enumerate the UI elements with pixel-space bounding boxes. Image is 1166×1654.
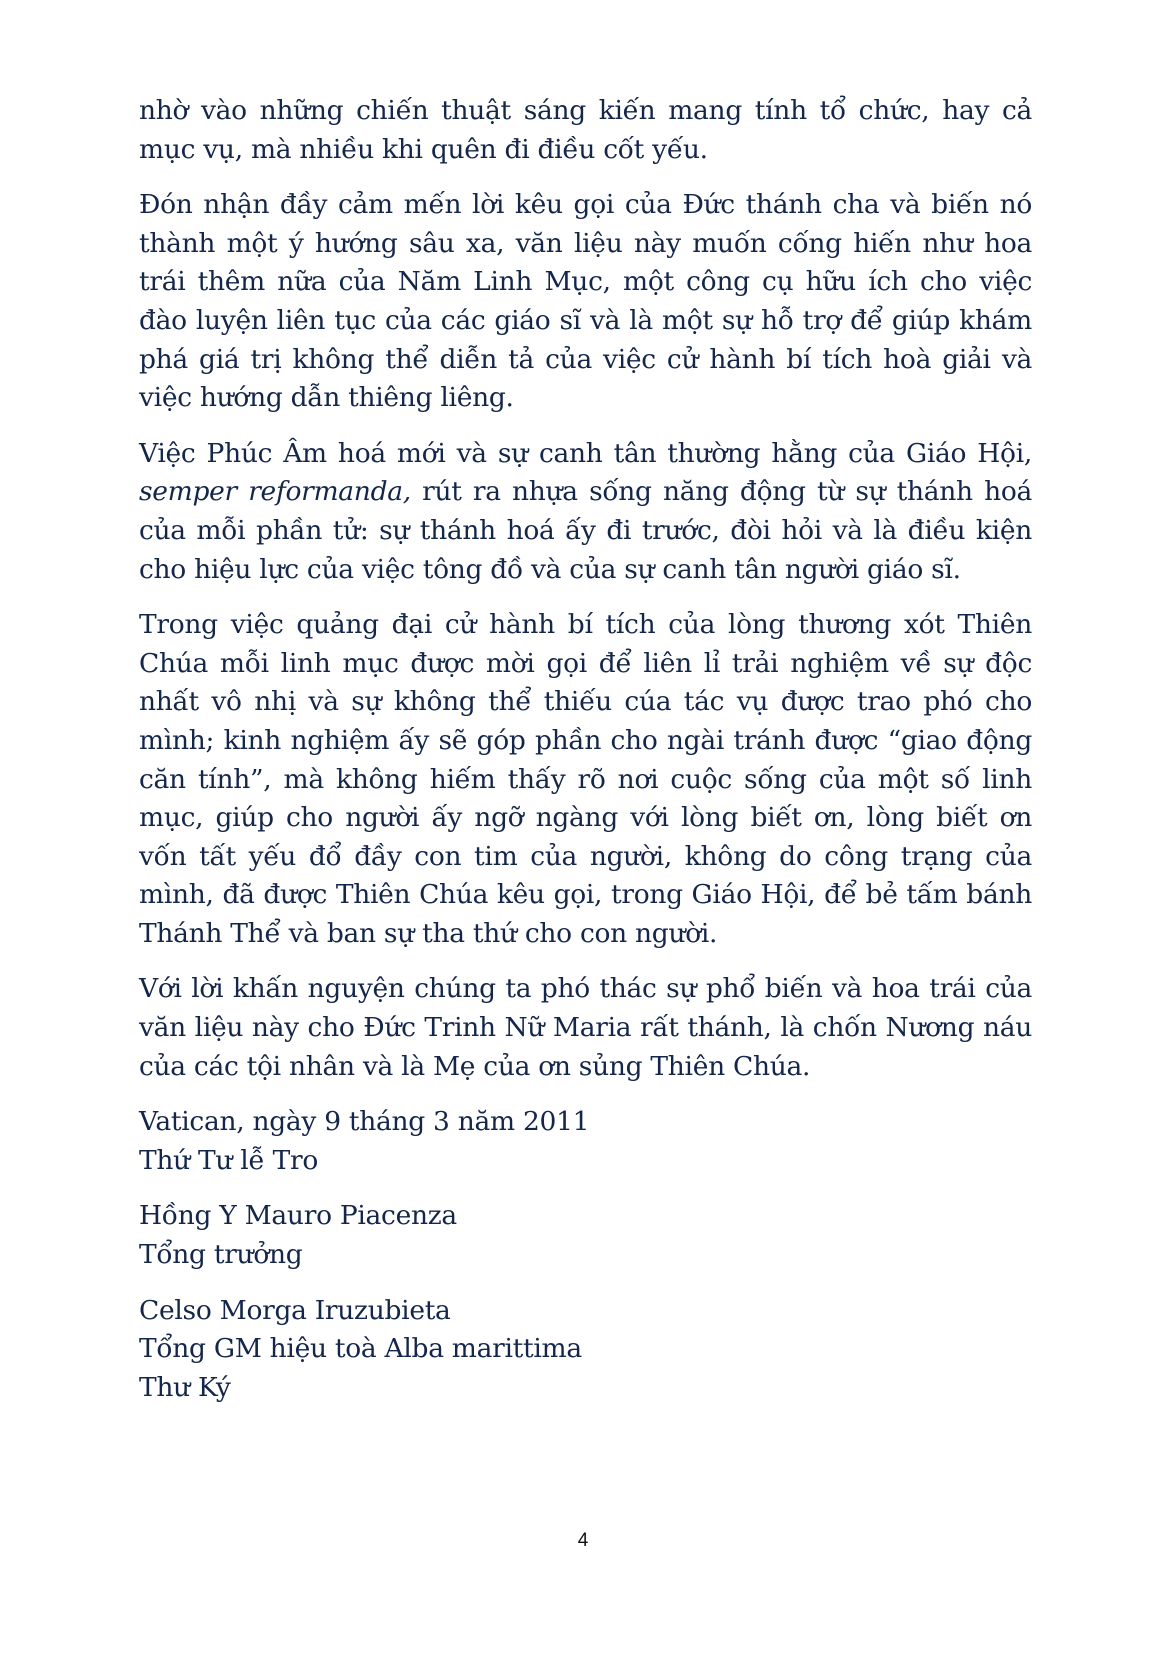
signatory-role: Thư Ký [139, 1371, 231, 1403]
paragraph-3-rest: rút ra nhựa sống năng động từ sự thánh hoá của mỗi phần tử: sự thánh hoá ấy đi trước, đòi hỏi và là điều kiện cho hiệu lực của việc tông đồ và của sự canh tân người giáo sĩ. [139, 476, 1032, 585]
paragraph-3-latin-phrase: semper reformanda, [139, 476, 411, 508]
dateline-day: Thứ Tư lễ Tro [139, 1144, 318, 1176]
signatory-name: Celso Morga Iruzubieta [139, 1294, 451, 1326]
page-number: 4 [577, 1530, 589, 1551]
paragraph-2: Đón nhận đầy cảm mến lời kêu gọi của Đức thánh cha và biến nó thành một ý hướng sâu xa, văn liệu này muốn cống hiến như hoa trái thêm nữa của Năm Linh Mục, một công cụ hữu ích cho việc đào luyện liên tục của các giáo sĩ và là một sự hỗ trợ để giúp khám phá giá trị không thể diễn tả của việc cử hành bí tích hoà giải và việc hướng dẫn thiêng liêng. [139, 189, 1032, 414]
signatory-secretary [139, 1292, 1032, 1408]
paragraph-5: Với lời khấn nguyện chúng ta phó thác sự phổ biến và hoa trái của văn liệu này cho Đức Trinh Nữ Maria rất thánh, là chốn Nương náu của các tội nhân và là Mẹ của ơn sủng Thiên Chúa. [139, 973, 1032, 1082]
paragraph-3-lead: Việc Phúc Âm hoá mới và sự canh tân thường hằng của Giáo Hội, [139, 437, 1032, 469]
signatory-title: Tổng GM hiệu toà Alba marittima [139, 1333, 582, 1365]
signatory-name: Hồng Y Mauro Piacenza [139, 1200, 457, 1232]
dateline-place-date: Vatican, ngày 9 tháng 3 năm 2011 [139, 1106, 590, 1138]
signatory-title: Tổng trưởng [139, 1239, 303, 1271]
signatory-prefect [139, 1197, 1032, 1274]
paragraph-3 [139, 435, 1032, 589]
dateline [139, 1103, 1032, 1180]
paragraph-1: nhờ vào những chiến thuật sáng kiến mang tính tổ chức, hay cả mục vụ, mà nhiều khi quên đi điều cốt yếu. [139, 95, 1032, 165]
body-text [139, 92, 1032, 1424]
paragraph-4: Trong việc quảng đại cử hành bí tích của lòng thương xót Thiên Chúa mỗi linh mục được mời gọi để liên lỉ trải nghiệm về sự độc nhất vô nhị và sự không thể thiếu cúa tác vụ được trao phó cho mình; kinh nghiệm ấy sẽ góp phần cho ngài tránh được “giao động căn tính”, mà không hiếm thấy rõ nơi cuộc sống của một số linh mục, giúp cho người ấy ngỡ ngàng với lòng biết ơn, lòng biết ơn vốn tất yếu đổ đầy con tim của người, không do công trạng của mình, đã được Thiên Chúa kêu gọi, trong Giáo Hội, để bẻ tấm bánh Thánh Thể và ban sự tha thứ cho con người. [139, 609, 1032, 949]
